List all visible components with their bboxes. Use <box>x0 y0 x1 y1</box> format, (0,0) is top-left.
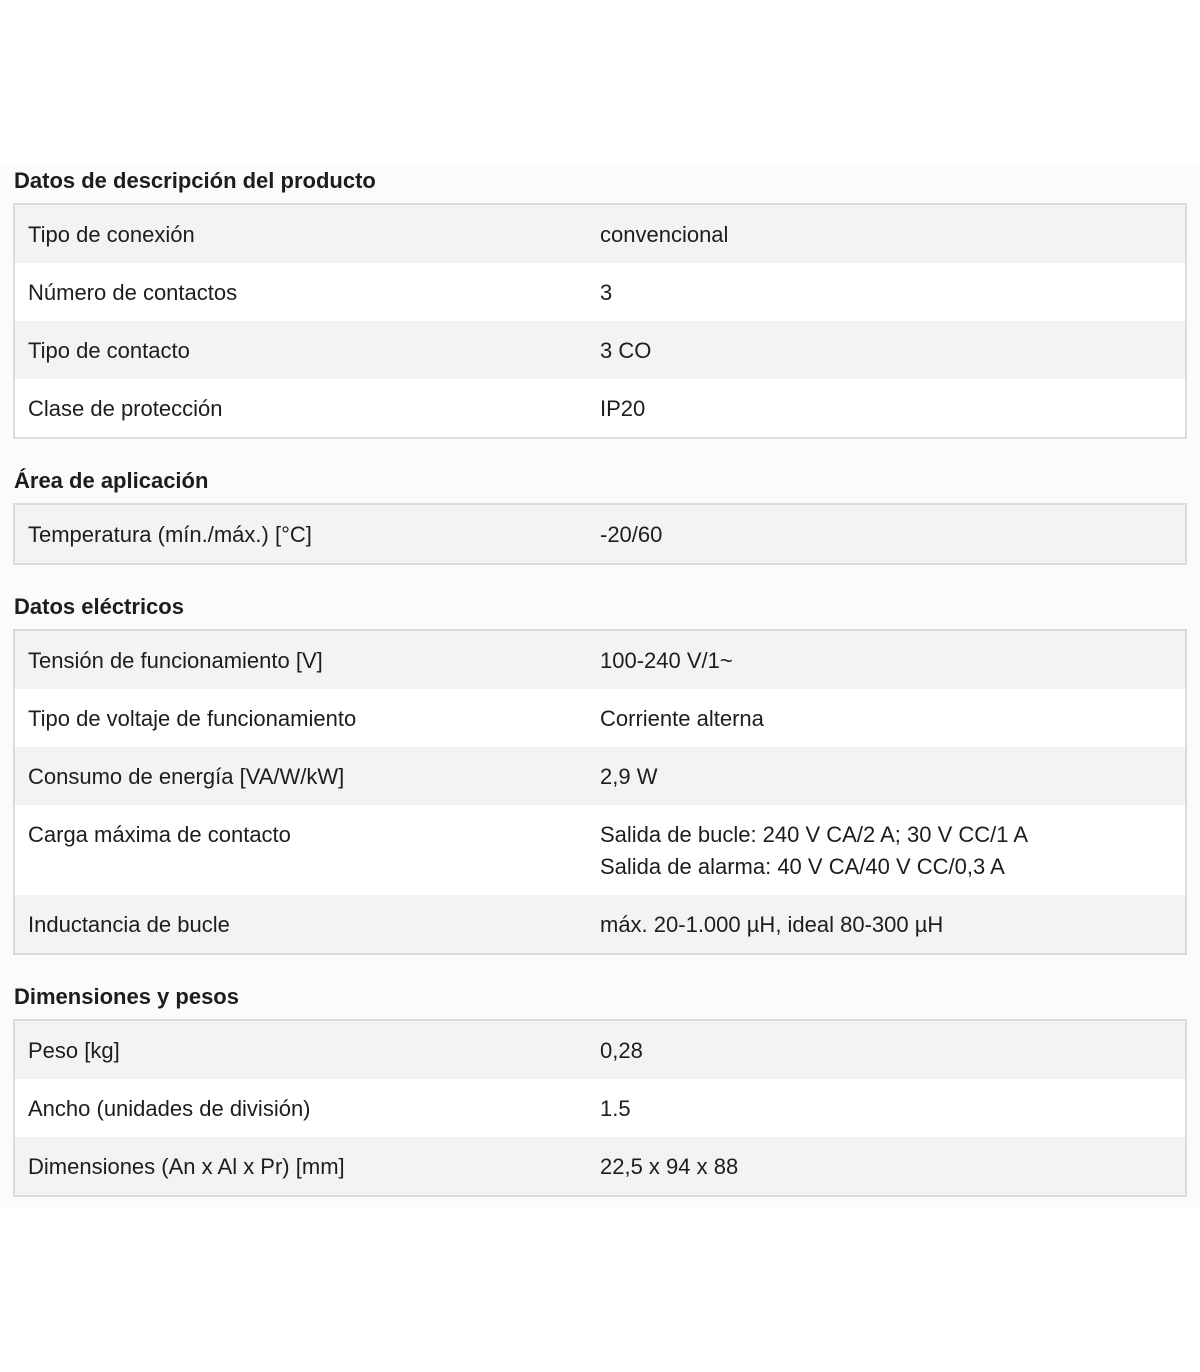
spec-row <box>15 747 1185 805</box>
spec-key: Temperatura (mín./máx.) [°C] <box>28 522 312 547</box>
spec-key: Clase de protección <box>28 396 223 421</box>
spec-value <box>600 219 1185 251</box>
spec-value-line: Corriente alterna <box>600 706 764 731</box>
section-title-product-description: Datos de descripción del producto <box>14 168 376 193</box>
spec-row <box>15 805 1185 895</box>
spec-row <box>15 895 1185 953</box>
spec-value <box>600 1035 1185 1067</box>
spec-value <box>600 519 1185 551</box>
spec-table-product-description <box>13 203 1187 439</box>
spec-row <box>15 1021 1185 1079</box>
spec-value <box>600 909 1185 941</box>
spec-key: Inductancia de bucle <box>28 912 230 937</box>
section-title-electrical-data: Datos eléctricos <box>14 594 184 619</box>
spec-value-line: Salida de bucle: 240 V CA/2 A; 30 V CC/1 A <box>600 822 1029 847</box>
spec-key: Dimensiones (An x Al x Pr) [mm] <box>28 1154 345 1179</box>
section-title-application-area: Área de aplicación <box>14 468 209 493</box>
spec-row <box>15 1137 1185 1195</box>
spec-key: Tipo de conexión <box>28 222 195 247</box>
spec-key: Carga máxima de contacto <box>28 822 291 847</box>
spec-value-line: -20/60 <box>600 522 663 547</box>
spec-key: Ancho (unidades de división) <box>28 1096 311 1121</box>
spec-row <box>15 379 1185 437</box>
spec-value-line: 22,5 x 94 x 88 <box>600 1154 739 1179</box>
spec-value-line: 3 CO <box>600 338 652 363</box>
spec-row <box>15 631 1185 689</box>
spec-row <box>15 1079 1185 1137</box>
spec-key: Número de contactos <box>28 280 238 305</box>
spec-value-line: máx. 20-1.000 µH, ideal 80-300 µH <box>600 912 944 937</box>
spec-table-electrical-data <box>13 629 1187 955</box>
spec-value-line: Salida de alarma: 40 V CA/40 V CC/0,3 A <box>600 854 1005 879</box>
spec-value-line: 2,9 W <box>600 764 658 789</box>
spec-value-line: 100-240 V/1~ <box>600 648 733 673</box>
spec-row <box>15 205 1185 263</box>
spec-value-line: 0,28 <box>600 1038 643 1063</box>
spec-key: Peso [kg] <box>28 1038 120 1063</box>
section-title-dimensions-weights: Dimensiones y pesos <box>14 984 239 1009</box>
spec-value <box>600 819 1185 883</box>
spec-key: Tensión de funcionamiento [V] <box>28 648 323 673</box>
spec-value <box>600 1093 1185 1125</box>
spec-value <box>600 1151 1185 1183</box>
spec-key: Tipo de contacto <box>28 338 190 363</box>
spec-key: Consumo de energía [VA/W/kW] <box>28 764 345 789</box>
spec-value-line: convencional <box>600 222 729 247</box>
spec-row <box>15 321 1185 379</box>
spec-value-line: IP20 <box>600 396 646 421</box>
spec-value-line: 3 <box>600 280 613 305</box>
spec-value <box>600 277 1185 309</box>
spec-value <box>600 645 1185 677</box>
spec-value <box>600 335 1185 367</box>
spec-value <box>600 393 1185 425</box>
spec-value-line: 1.5 <box>600 1096 631 1121</box>
spec-table-dimensions-weights <box>13 1019 1187 1197</box>
spec-table-application-area <box>13 503 1187 565</box>
spec-key: Tipo de voltaje de funcionamiento <box>28 706 357 731</box>
spec-value <box>600 703 1185 735</box>
spec-value <box>600 761 1185 793</box>
spec-row <box>15 505 1185 563</box>
spec-row <box>15 689 1185 747</box>
spec-row <box>15 263 1185 321</box>
